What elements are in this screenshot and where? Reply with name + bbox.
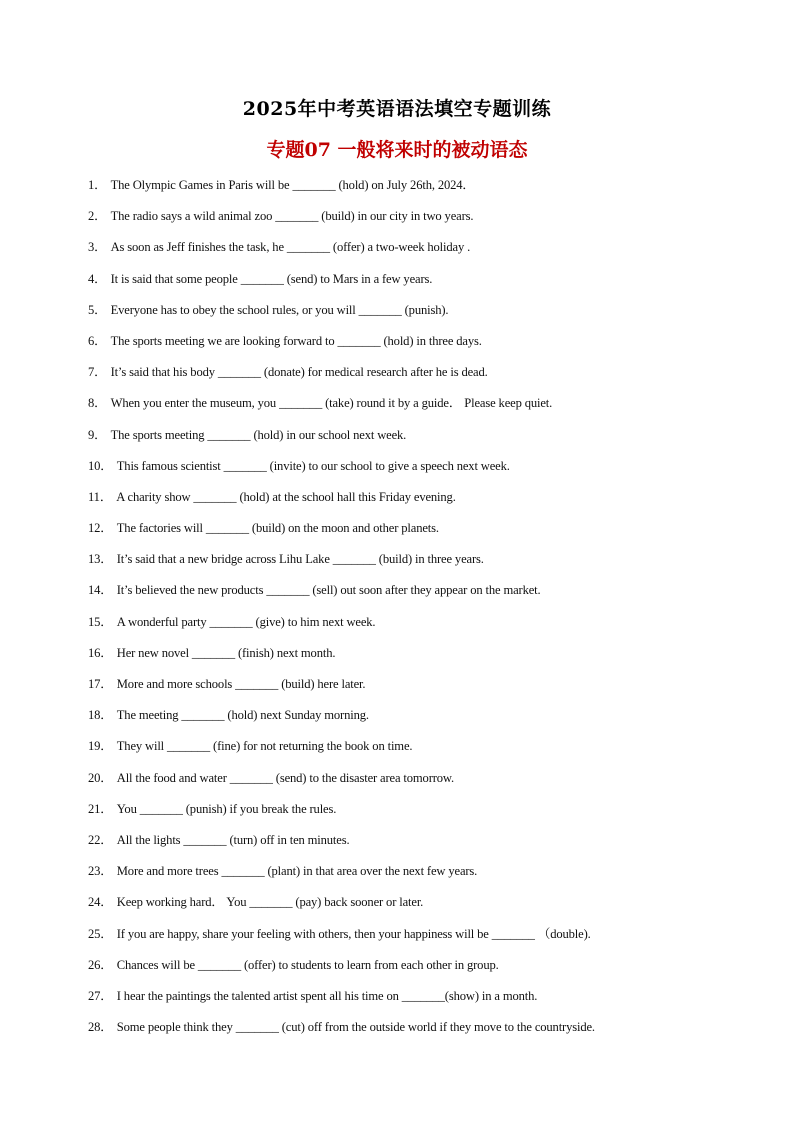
question-number: 13．	[88, 552, 113, 567]
question-text: It’s said that his body _______ (donate) for medical research after he is dead.	[110, 365, 488, 380]
question-item	[88, 519, 728, 550]
question-number: 15．	[88, 614, 113, 629]
question-text: All the food and water _______ (send) to the disaster area tomorrow.	[116, 770, 455, 785]
question-item	[88, 862, 728, 893]
question-text: If you are happy, share your feeling with others, then your happiness will be _______ （double).	[116, 926, 591, 941]
question-number: 22．	[88, 832, 113, 847]
question-number: 12．	[88, 521, 113, 536]
question-text: A wonderful party _______ (give) to him next week.	[116, 614, 376, 629]
question-item	[88, 426, 728, 457]
question-text: More and more schools _______ (build) here later.	[116, 677, 366, 691]
question-item	[88, 613, 728, 644]
question-item	[88, 737, 728, 768]
question-item	[88, 831, 728, 862]
question-number: 5．	[88, 302, 107, 317]
question-text: It’s said that a new bridge across Lihu Lake _______ (build) in three years.	[116, 552, 484, 567]
question-number: 6．	[88, 333, 107, 348]
page-subtitle: 专题07 一般将来时的被动语态	[266, 139, 528, 161]
question-item	[88, 800, 728, 831]
question-list	[88, 176, 728, 1049]
question-number: 9．	[88, 427, 107, 442]
question-item	[88, 644, 728, 675]
question-text: They will _______ (fine) for not returning the book on time.	[116, 739, 413, 754]
question-text: The meeting _______ (hold) next Sunday morning.	[116, 708, 369, 723]
question-text: When you enter the museum, you _______ (take) round it by a guide． Please keep quiet.	[110, 396, 553, 411]
page-title: 2025年中考英语语法填空专题训练	[242, 98, 552, 120]
question-item	[88, 987, 728, 1018]
question-item	[88, 207, 728, 238]
question-number: 27．	[88, 988, 113, 1003]
question-number: 24．	[88, 895, 113, 910]
question-item	[88, 550, 728, 581]
question-item	[88, 893, 728, 924]
question-number: 25．	[88, 926, 113, 941]
question-text: As soon as Jeff finishes the task, he _______ (offer) a two-week holiday .	[110, 240, 471, 255]
question-item	[88, 769, 728, 800]
question-text: The factories will _______ (build) on the moon and other planets.	[116, 521, 439, 536]
question-text: The Olympic Games in Paris will be _______ (hold) on July 26th, 2024．	[110, 178, 475, 192]
question-text: Some people think they _______ (cut) off from the outside world if they move to the countryside.	[116, 1020, 595, 1035]
question-text: The sports meeting _______ (hold) in our school next week.	[110, 427, 407, 442]
question-item	[88, 363, 728, 394]
question-text: It’s believed the new products _______ (sell) out soon after they appear on the market.	[116, 583, 541, 598]
question-item	[88, 332, 728, 363]
question-text: Keep working hard． You _______ (pay) back sooner or later.	[116, 895, 424, 910]
question-number: 19．	[88, 739, 113, 754]
question-item	[88, 238, 728, 269]
question-number: 2．	[88, 209, 107, 224]
question-text: More and more trees _______ (plant) in that area over the next few years.	[116, 864, 478, 879]
question-item	[88, 675, 728, 706]
question-number: 7．	[88, 365, 107, 380]
question-item	[88, 1018, 728, 1049]
question-item	[88, 925, 728, 956]
question-item	[88, 176, 728, 207]
question-number: 4．	[88, 271, 107, 286]
question-number: 17．	[88, 677, 113, 691]
question-text: Her new novel _______ (finish) next month.	[116, 645, 336, 660]
question-number: 16．	[88, 645, 113, 660]
question-number: 10．	[88, 458, 113, 473]
question-text: The radio says a wild animal zoo _______ (build) in our city in two years.	[110, 209, 474, 224]
question-item	[88, 457, 728, 488]
question-text: Chances will be _______ (offer) to students to learn from each other in group.	[116, 957, 499, 972]
question-text: A charity show _______ (hold) at the school hall this Friday evening.	[116, 489, 456, 504]
question-text: I hear the paintings the talented artist spent all his time on _______(show) in a month.	[116, 988, 538, 1003]
question-number: 18．	[88, 708, 113, 723]
question-item	[88, 301, 728, 332]
question-text: The sports meeting we are looking forward to _______ (hold) in three days.	[110, 333, 482, 348]
question-number: 3．	[88, 240, 107, 255]
question-text: It is said that some people _______ (send) to Mars in a few years.	[110, 271, 433, 286]
question-number: 8．	[88, 396, 107, 411]
question-item	[88, 394, 728, 425]
question-number: 23．	[88, 864, 113, 879]
question-item	[88, 581, 728, 612]
question-item	[88, 956, 728, 987]
question-text: Everyone has to obey the school rules, or you will _______ (punish).	[110, 302, 449, 317]
question-number: 11．	[88, 489, 113, 504]
question-number: 28．	[88, 1020, 113, 1035]
question-item	[88, 706, 728, 737]
question-number: 1．	[88, 178, 107, 192]
question-number: 20．	[88, 770, 113, 785]
question-number: 21．	[88, 801, 113, 816]
question-number: 14．	[88, 583, 113, 598]
question-text: All the lights _______ (turn) off in ten minutes.	[116, 832, 350, 847]
question-text: You _______ (punish) if you break the rules.	[116, 801, 337, 816]
question-item	[88, 270, 728, 301]
question-item	[88, 488, 728, 519]
question-text: This famous scientist _______ (invite) to our school to give a speech next week.	[116, 458, 510, 473]
question-number: 26．	[88, 957, 113, 972]
